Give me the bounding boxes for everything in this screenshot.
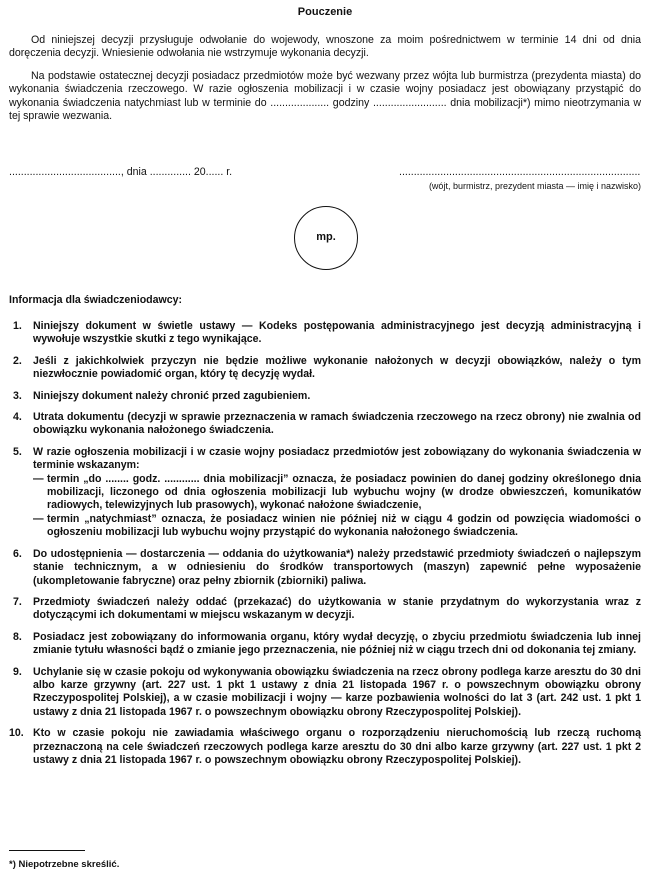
dash-marker: — [33, 512, 44, 525]
footnote-rule [9, 850, 85, 851]
list-item [9, 631, 641, 658]
item-text: W razie ogłoszenia mobilizacji i w czasie wojny posiadacz przedmiotów jest zobowiązany do wykonania świadczenia w terminie wskazanym: [33, 445, 641, 472]
dash-marker: — [33, 472, 44, 485]
list-item [9, 320, 641, 347]
sub-item-text: termin „do ........ godz. ............ dnia mobilizacji” oznacza, że posiadacz powinien do danej godziny określonego dnia mobilizacji, liczonego od dnia ogłoszenia mobilizacji lub wybuchu wojny (w drodze obwieszczeń, komunikatów radiowych, telewizyjnych lub prasowych), wykonać nałożone świadczenie, [47, 472, 641, 512]
item-text: Kto w czasie pokoju nie zawiadamia właściwego organu o rozporządzeniu nieruchomością lub rzeczą ruchomą przeznaczoną na cele świadczeń rzeczowych podlega karze aresztu do 30 dni albo karze grzywny (art. 227 ust. 1 pkt 2 ustawy z dnia 21 listopada 1967 r. o powszechnym obowiązku obrony Rzeczypospolitej Polskiej). [33, 727, 641, 766]
signature-line: .................................................................................. [399, 166, 641, 178]
signature-caption: (wójt, burmistrz, prezydent miasta — imię i nazwisko) [428, 181, 641, 191]
info-heading: Informacja dla świadczeniodawcy: [9, 294, 183, 306]
list-item [9, 596, 641, 623]
footnote: *) Niepotrzebne skreślić. [9, 859, 120, 870]
signature-row [9, 166, 641, 196]
item-number: 9. [13, 665, 22, 678]
item-text: Posiadacz jest zobowiązany do informowania organu, który wydał decyzję, o zbyciu przedmiotu świadczenia lub innej zmianie tytułu własności bądź o zmianie jego przeznaczenia, nie później niż w ciągu trzech dni od dokonania tej zmiany. [33, 630, 641, 657]
item-number: 1. [13, 320, 22, 332]
item-number: 10. [9, 727, 24, 740]
list-item [9, 355, 641, 382]
sub-item [33, 473, 641, 513]
item-number: 7. [13, 595, 22, 608]
info-list [9, 320, 641, 775]
item-text: Do udostępnienia — dostarczenia — oddania do użytkowania*) należy przedstawić przedmioty świadczeń o najlepszym stanie technicznym, a w odniesieniu do środków transportowych (maszyn) zapewnić pełne wyposażenie (ukompletowanie fabryczne) oraz pełny zbiornik (zbiorniki) paliwa. [33, 547, 641, 587]
item-number: 6. [13, 547, 22, 560]
list-item [9, 411, 641, 438]
item-number: 4. [13, 411, 22, 424]
list-item [9, 548, 641, 588]
stamp-circle [294, 206, 358, 270]
list-item [9, 666, 641, 720]
pouczenie-text-1: Od niniejszej decyzji przysługuje odwołanie do wojewody, wnoszone za moim pośrednictwem w terminie 14 dni od dnia doręczenia decyzji. Wniesienie odwołania nie wstrzymuje wykonania decyzji. [9, 34, 641, 60]
item-text: Jeśli z jakichkolwiek przyczyn nie będzie możliwe wykonanie nałożonych w decyzji obowiązków, należy o tym niezwłocznie powiadomić organ, który tę decyzję wydał. [33, 354, 641, 381]
item-number: 3. [13, 389, 22, 402]
sub-item [33, 513, 641, 540]
stamp-label: mp. [316, 231, 336, 244]
pouczenie-paragraph-1 [9, 34, 641, 61]
item-text: Przedmioty świadczeń należy oddać (przekazać) do użytkowania w stanie przydatnym do wykorzystania wraz z dotyczącymi ich dokumentami w miejscu wskazanym w decyzji. [33, 595, 641, 622]
item-text: Utrata dokumentu (decyzji w sprawie przeznaczenia w ramach świadczenia rzeczowego na rzecz obrony) nie zwalnia od obowiązku wykonania nałożonego świadczenia. [33, 411, 641, 437]
item-number: 2. [13, 354, 22, 367]
item-number: 5. [13, 445, 22, 458]
list-item [9, 446, 641, 540]
item-text: Niniejszy dokument w świetle ustawy — Kodeks postępowania administracyjnego jest decyzją administracyjną i wywołuje wszystkie skutki z tego wynikające. [33, 320, 641, 346]
list-item [9, 390, 641, 403]
item-text: Niniejszy dokument należy chronić przed zagubieniem. [33, 389, 311, 402]
date-line: ......................................, dnia .............. 20...... r. [9, 166, 233, 178]
page-title: Pouczenie [297, 6, 353, 18]
item-text: Uchylanie się w czasie pokoju od wykonywania obowiązku świadczenia na rzecz obrony podlega karze aresztu do 30 dni albo karze grzywny (art. 227 ust. 1 pkt 1 ustawy z dnia 21 listopada 1967 r. o powszechnym obowiązku obrony Rzeczypospolitej Polskiej), a w czasie mobilizacji i wojny — karze pozbawienia wolności do lat 3 (art. 242 ust. 1 pkt 1 ustawy z dnia 21 listopada 1967 r. o powszechnym obowiązku obrony Rzeczypospolitej Polskiej). [33, 665, 641, 718]
pouczenie-text-2: Na podstawie ostatecznej decyzji posiadacz przedmiotów może być wezwany przez wójta lub burmistrza (prezydenta miasta) do wykonania świadczenia rzeczowego. W razie ogłoszenia mobilizacji i w czasie wojny posiadacz jest obowiązany przystąpić do wykonania świadczenia natychmiast lub w terminie do .................... godziny ......................... dnia mobilizacji*) mimo nieotrzymania w tej sprawie wezwania. [9, 70, 641, 123]
pouczenie-paragraph-2 [9, 70, 641, 124]
item-number: 8. [13, 630, 22, 643]
list-item [9, 727, 641, 767]
sub-item-text: termin „natychmiast” oznacza, że posiadacz winien nie później niż w ciągu 4 godzin od powzięcia wiadomości o ogłoszeniu mobilizacji lub wybuchu wojny przystąpić do wykonania nałożonego świadczenia. [47, 512, 641, 539]
